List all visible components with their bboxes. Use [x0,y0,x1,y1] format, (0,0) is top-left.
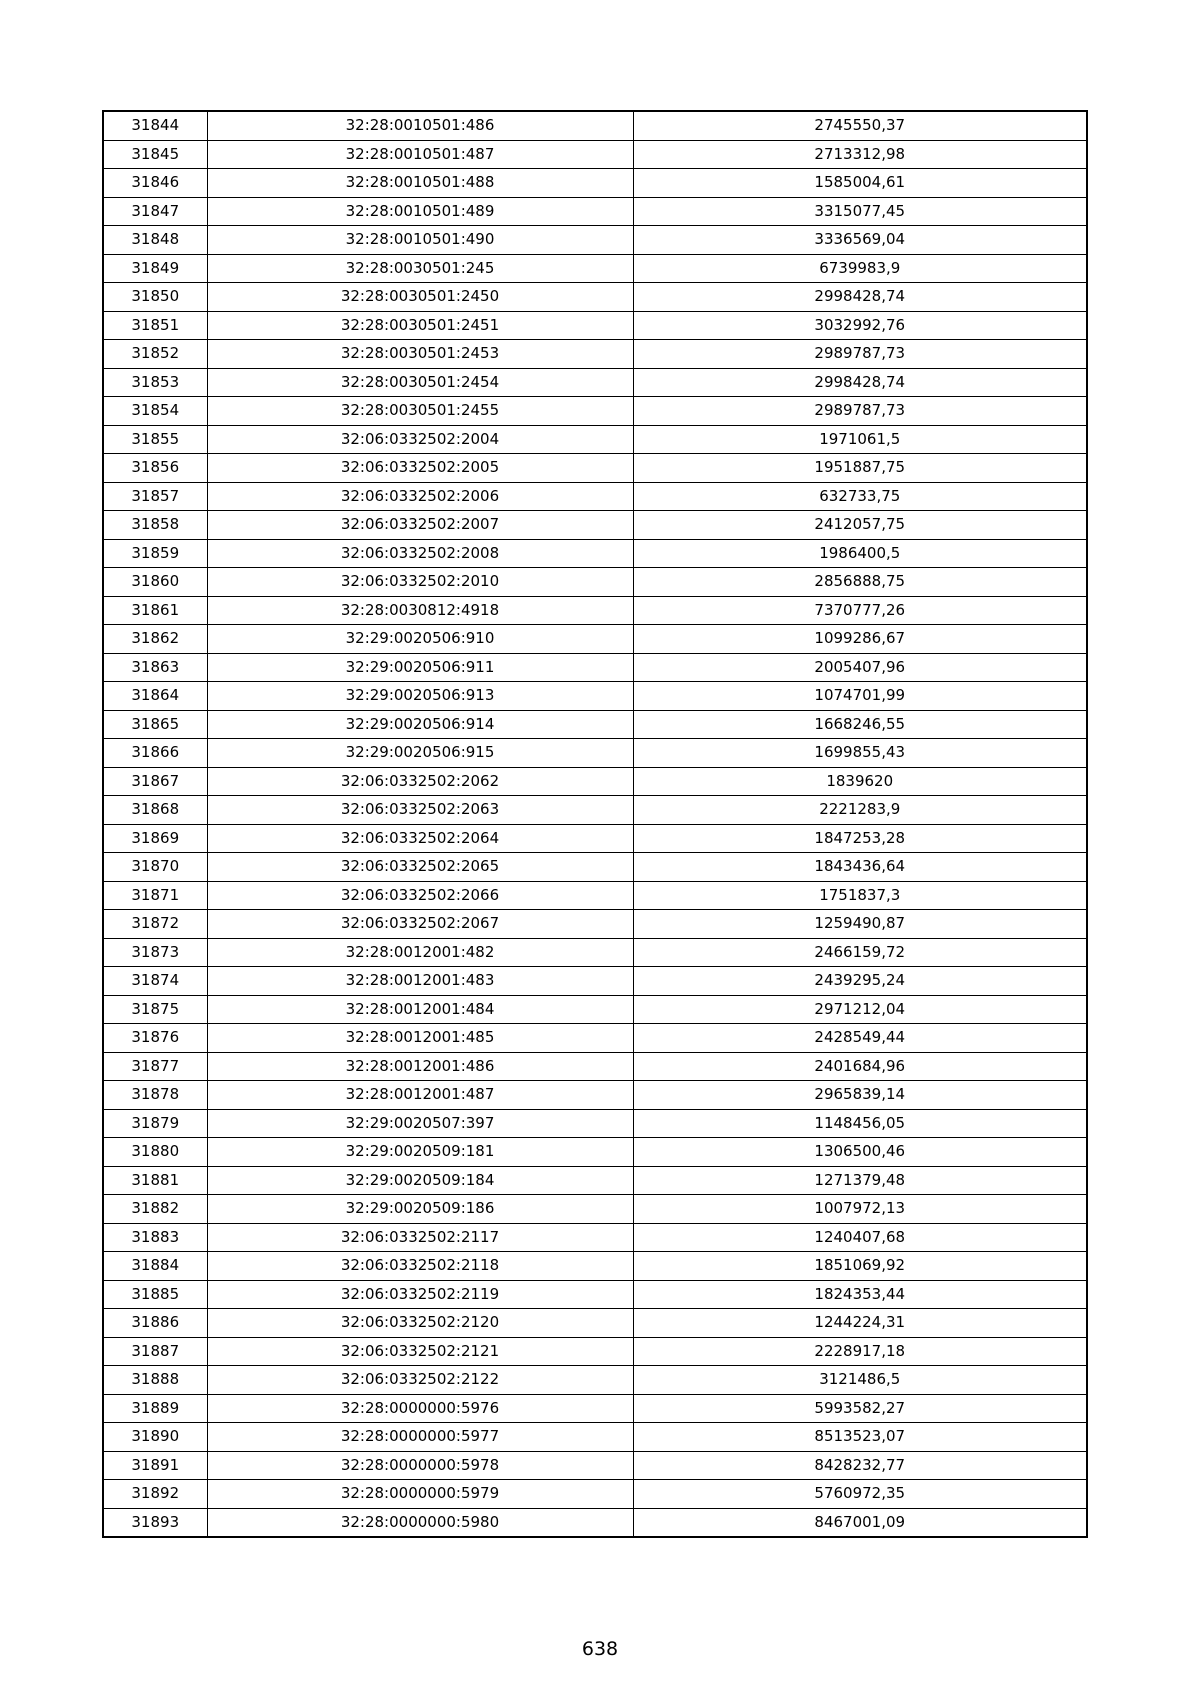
cadastral-number-cell: 32:28:0012001:482 [207,938,633,967]
cadastral-value-cell: 2965839,14 [633,1081,1087,1110]
table-row [103,539,1087,568]
cadastral-number-cell: 32:29:0020506:913 [207,682,633,711]
row-number-cell: 31855 [103,425,207,454]
table-row [103,311,1087,340]
row-number-cell: 31854 [103,397,207,426]
table-row [103,1508,1087,1537]
row-number-cell: 31879 [103,1109,207,1138]
cadastral-number-cell: 32:28:0012001:485 [207,1024,633,1053]
cadastral-number-cell: 32:06:0332502:2064 [207,824,633,853]
table-row [103,169,1087,198]
row-number-cell: 31868 [103,796,207,825]
table-row [103,368,1087,397]
cadastral-number-cell: 32:06:0332502:2119 [207,1280,633,1309]
row-number-cell: 31878 [103,1081,207,1110]
cadastral-number-cell: 32:28:0000000:5976 [207,1394,633,1423]
row-number-cell: 31883 [103,1223,207,1252]
table-row [103,511,1087,540]
row-number-cell: 31864 [103,682,207,711]
cadastral-value-cell: 2439295,24 [633,967,1087,996]
table-row [103,910,1087,939]
cadastral-number-cell: 32:28:0010501:486 [207,111,633,140]
page-number: 638 [581,1638,619,1660]
cadastral-value-cell: 2745550,37 [633,111,1087,140]
table-row [103,140,1087,169]
cadastral-value-cell: 2856888,75 [633,568,1087,597]
cadastral-value-cell: 8513523,07 [633,1423,1087,1452]
table-row [103,1480,1087,1509]
cadastral-number-cell: 32:06:0332502:2010 [207,568,633,597]
cadastral-number-cell: 32:06:0332502:2008 [207,539,633,568]
table-row [103,767,1087,796]
row-number-cell: 31877 [103,1052,207,1081]
table-row [103,1309,1087,1338]
cadastral-value-cell: 7370777,26 [633,596,1087,625]
cadastral-number-cell: 32:28:0030501:2451 [207,311,633,340]
cadastral-value-cell: 1839620 [633,767,1087,796]
cadastral-number-cell: 32:28:0030501:245 [207,254,633,283]
cadastral-number-cell: 32:06:0332502:2117 [207,1223,633,1252]
cadastral-number-cell: 32:29:0020506:914 [207,710,633,739]
table-row [103,254,1087,283]
cadastral-number-cell: 32:06:0332502:2006 [207,482,633,511]
table-row [103,197,1087,226]
table-row [103,710,1087,739]
cadastral-number-cell: 32:29:0020509:186 [207,1195,633,1224]
table-row [103,1394,1087,1423]
table-row [103,596,1087,625]
cadastral-value-cell: 2989787,73 [633,397,1087,426]
cadastral-number-cell: 32:28:0012001:487 [207,1081,633,1110]
cadastral-number-cell: 32:06:0332502:2066 [207,881,633,910]
table-row [103,682,1087,711]
table-row [103,824,1087,853]
table-row [103,1223,1087,1252]
row-number-cell: 31880 [103,1138,207,1167]
cadastral-value-cell: 1585004,61 [633,169,1087,198]
cadastral-number-cell: 32:29:0020509:181 [207,1138,633,1167]
cadastral-value-cell: 2466159,72 [633,938,1087,967]
cadastral-value-cell: 2713312,98 [633,140,1087,169]
table-row [103,1195,1087,1224]
cadastral-value-cell: 3336569,04 [633,226,1087,255]
cadastral-number-cell: 32:29:0020506:910 [207,625,633,654]
cadastral-value-cell: 1259490,87 [633,910,1087,939]
row-number-cell: 31891 [103,1451,207,1480]
table-row [103,1366,1087,1395]
cadastral-number-cell: 32:06:0332502:2007 [207,511,633,540]
row-number-cell: 31867 [103,767,207,796]
cadastral-number-cell: 32:28:0012001:483 [207,967,633,996]
row-number-cell: 31862 [103,625,207,654]
table-row [103,425,1087,454]
table-row [103,1052,1087,1081]
row-number-cell: 31859 [103,539,207,568]
row-number-cell: 31861 [103,596,207,625]
cadastral-value-cell: 5760972,35 [633,1480,1087,1509]
cadastral-value-cell: 1074701,99 [633,682,1087,711]
table-row [103,1166,1087,1195]
row-number-cell: 31856 [103,454,207,483]
table-row [103,881,1087,910]
row-number-cell: 31888 [103,1366,207,1395]
cadastral-value-cell: 8467001,09 [633,1508,1087,1537]
cadastral-value-cell: 2412057,75 [633,511,1087,540]
cadastral-value-cell: 1951887,75 [633,454,1087,483]
table-row [103,938,1087,967]
row-number-cell: 31858 [103,511,207,540]
row-number-cell: 31887 [103,1337,207,1366]
cadastral-value-cell: 1824353,44 [633,1280,1087,1309]
cadastral-number-cell: 32:06:0332502:2067 [207,910,633,939]
cadastral-value-cell: 1843436,64 [633,853,1087,882]
table-row [103,568,1087,597]
row-number-cell: 31849 [103,254,207,283]
table-row [103,226,1087,255]
cadastral-value-cell: 1847253,28 [633,824,1087,853]
cadastral-value-cell: 2401684,96 [633,1052,1087,1081]
table-row [103,995,1087,1024]
cadastral-value-cell: 2971212,04 [633,995,1087,1024]
row-number-cell: 31889 [103,1394,207,1423]
row-number-cell: 31876 [103,1024,207,1053]
row-number-cell: 31884 [103,1252,207,1281]
row-number-cell: 31852 [103,340,207,369]
row-number-cell: 31845 [103,140,207,169]
table-row [103,1252,1087,1281]
row-number-cell: 31882 [103,1195,207,1224]
cadastral-value-cell: 2221283,9 [633,796,1087,825]
cadastral-value-cell: 1751837,3 [633,881,1087,910]
table-row [103,283,1087,312]
cadastral-value-cell: 1986400,5 [633,539,1087,568]
row-number-cell: 31860 [103,568,207,597]
cadastral-value-cell: 3121486,5 [633,1366,1087,1395]
row-number-cell: 31890 [103,1423,207,1452]
cadastral-value-cell: 1971061,5 [633,425,1087,454]
cadastral-number-cell: 32:06:0332502:2005 [207,454,633,483]
row-number-cell: 31874 [103,967,207,996]
cadastral-number-cell: 32:28:0000000:5980 [207,1508,633,1537]
cadastral-number-cell: 32:06:0332502:2065 [207,853,633,882]
cadastral-value-cell: 2998428,74 [633,283,1087,312]
cadastral-value-cell: 2998428,74 [633,368,1087,397]
cadastral-value-cell: 1699855,43 [633,739,1087,768]
cadastral-number-cell: 32:06:0332502:2120 [207,1309,633,1338]
table-row [103,340,1087,369]
table-row [103,482,1087,511]
cadastral-number-cell: 32:28:0030501:2450 [207,283,633,312]
cadastral-number-cell: 32:28:0010501:487 [207,140,633,169]
row-number-cell: 31885 [103,1280,207,1309]
cadastral-value-cell: 5993582,27 [633,1394,1087,1423]
cadastral-value-cell: 8428232,77 [633,1451,1087,1480]
table-row [103,1138,1087,1167]
cadastral-value-cell: 6739983,9 [633,254,1087,283]
table-row [103,1109,1087,1138]
cadastral-number-cell: 32:28:0030501:2453 [207,340,633,369]
row-number-cell: 31850 [103,283,207,312]
cadastral-value-cell: 2989787,73 [633,340,1087,369]
cadastral-value-cell: 1306500,46 [633,1138,1087,1167]
cadastral-number-cell: 32:28:0030812:4918 [207,596,633,625]
row-number-cell: 31853 [103,368,207,397]
cadastral-value-cell: 1244224,31 [633,1309,1087,1338]
cadastral-number-cell: 32:29:0020506:915 [207,739,633,768]
row-number-cell: 31870 [103,853,207,882]
cadastral-value-cell: 1851069,92 [633,1252,1087,1281]
cadastral-number-cell: 32:28:0010501:489 [207,197,633,226]
row-number-cell: 31893 [103,1508,207,1537]
row-number-cell: 31873 [103,938,207,967]
table-row [103,454,1087,483]
cadastral-number-cell: 32:29:0020507:397 [207,1109,633,1138]
table-row [103,111,1087,140]
row-number-cell: 31872 [103,910,207,939]
cadastral-value-cell: 1148456,05 [633,1109,1087,1138]
cadastral-number-cell: 32:06:0332502:2121 [207,1337,633,1366]
row-number-cell: 31869 [103,824,207,853]
cadastral-number-cell: 32:28:0000000:5978 [207,1451,633,1480]
table-row [103,625,1087,654]
table-body [103,111,1087,1537]
row-number-cell: 31886 [103,1309,207,1338]
row-number-cell: 31881 [103,1166,207,1195]
cadastral-value-cell: 1668246,55 [633,710,1087,739]
table-row [103,653,1087,682]
table-row [103,796,1087,825]
row-number-cell: 31865 [103,710,207,739]
cadastral-number-cell: 32:29:0020509:184 [207,1166,633,1195]
cadastral-number-cell: 32:28:0000000:5979 [207,1480,633,1509]
cadastral-value-cell: 632733,75 [633,482,1087,511]
table-row [103,1337,1087,1366]
row-number-cell: 31892 [103,1480,207,1509]
row-number-cell: 31866 [103,739,207,768]
cadastral-value-cell: 1007972,13 [633,1195,1087,1224]
cadastral-number-cell: 32:06:0332502:2122 [207,1366,633,1395]
cadastral-number-cell: 32:29:0020506:911 [207,653,633,682]
table-row [103,1024,1087,1053]
table-row [103,1081,1087,1110]
cadastral-number-cell: 32:06:0332502:2118 [207,1252,633,1281]
cadastral-number-cell: 32:06:0332502:2004 [207,425,633,454]
table-row [103,853,1087,882]
cadastral-value-cell: 2005407,96 [633,653,1087,682]
row-number-cell: 31844 [103,111,207,140]
cadastral-value-cell: 1240407,68 [633,1223,1087,1252]
cadastral-number-cell: 32:28:0030501:2454 [207,368,633,397]
row-number-cell: 31851 [103,311,207,340]
cadastral-number-cell: 32:06:0332502:2062 [207,767,633,796]
cadastral-value-cell: 2228917,18 [633,1337,1087,1366]
cadastral-number-cell: 32:28:0030501:2455 [207,397,633,426]
table-row [103,967,1087,996]
table-row [103,1280,1087,1309]
row-number-cell: 31875 [103,995,207,1024]
cadastral-number-cell: 32:28:0000000:5977 [207,1423,633,1452]
table-row [103,397,1087,426]
row-number-cell: 31857 [103,482,207,511]
cadastral-value-cell: 1271379,48 [633,1166,1087,1195]
cadastral-number-cell: 32:28:0012001:486 [207,1052,633,1081]
cadastral-number-cell: 32:28:0010501:490 [207,226,633,255]
row-number-cell: 31846 [103,169,207,198]
row-number-cell: 31847 [103,197,207,226]
row-number-cell: 31871 [103,881,207,910]
table-row [103,739,1087,768]
cadastral-number-cell: 32:28:0010501:488 [207,169,633,198]
cadastral-value-cell: 3315077,45 [633,197,1087,226]
cadastral-value-table [102,110,1088,1538]
cadastral-value-cell: 3032992,76 [633,311,1087,340]
cadastral-number-cell: 32:28:0012001:484 [207,995,633,1024]
row-number-cell: 31863 [103,653,207,682]
cadastral-value-cell: 2428549,44 [633,1024,1087,1053]
table-row [103,1451,1087,1480]
row-number-cell: 31848 [103,226,207,255]
table-row [103,1423,1087,1452]
cadastral-value-cell: 1099286,67 [633,625,1087,654]
cadastral-number-cell: 32:06:0332502:2063 [207,796,633,825]
